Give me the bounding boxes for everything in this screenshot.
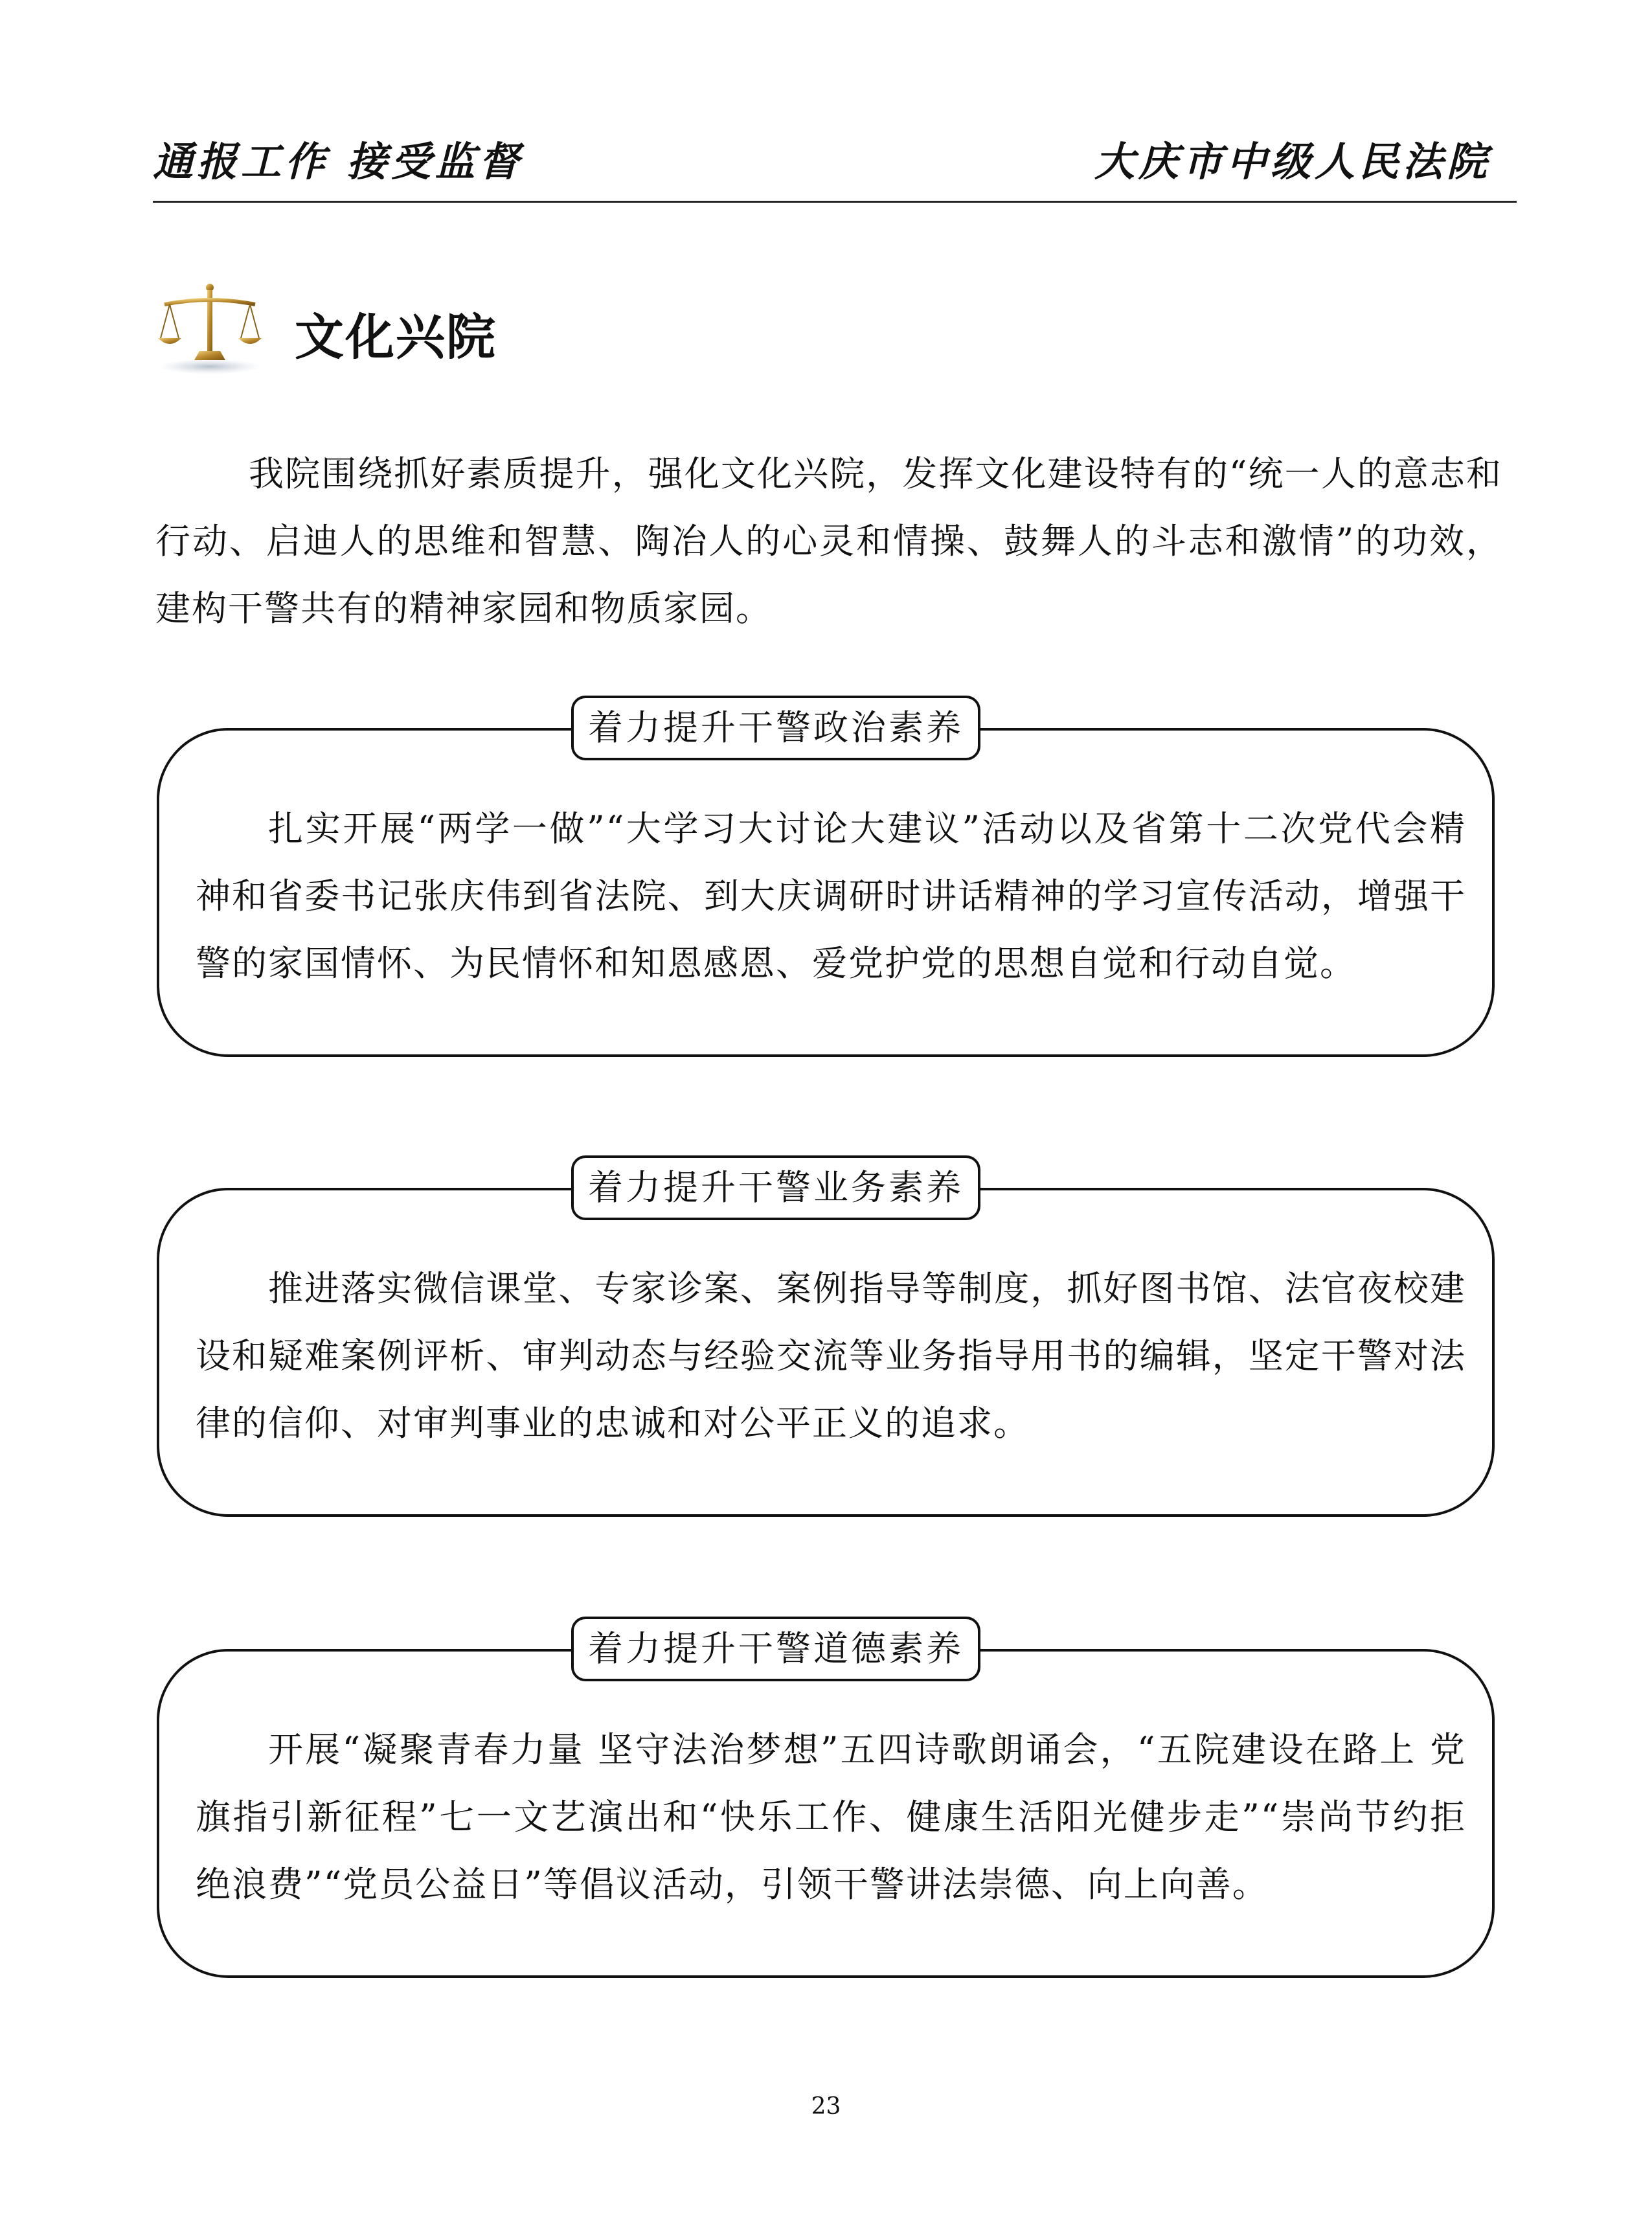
box-title: 着力提升干警业务素养 <box>571 1155 980 1220</box>
page-header <box>153 123 1517 194</box>
professional-quality-box <box>157 1167 1495 1517</box>
section-title: 文化兴院 <box>295 308 497 366</box>
section-heading <box>155 278 1062 382</box>
box-text: 推进落实微信课堂、专家诊案、案例指导等制度，抓好图书馆、法官夜校建设和疑难案例评析、审判动态与经验交流等业务指导用书的编辑，坚定干警对法律的信仰、对审判事业的忠诚和对公平正义的追求。 <box>196 1268 1466 1444</box>
header-court-name: 大庆市中级人民法院 <box>1094 138 1491 185</box>
page-number: 23 <box>811 2093 841 2120</box>
box-title: 着力提升干警道德素养 <box>571 1617 980 1681</box>
political-quality-box <box>157 707 1495 1057</box>
header-slogan: 通报工作 接受监督 <box>153 138 523 185</box>
header-divider <box>153 201 1517 203</box>
moral-quality-box <box>157 1628 1495 1978</box>
box-text: 扎实开展“两学一做”“大学习大讨论大建议”活动以及省第十二次党代会精神和省委书记张庆伟到省法院、到大庆调研时讲话精神的学习宣传活动，增强干警的家国情怀、为民情怀和知恩感恩、爱党护党的思想自觉和行动自觉。 <box>196 808 1466 984</box>
scales-of-justice-icon <box>155 278 264 376</box>
box-title: 着力提升干警政治素养 <box>571 696 980 760</box>
intro-paragraph: 我院围绕抓好素质提升，强化文化兴院，发挥文化建设特有的“统一人的意志和行动、启迪人的思维和智慧、陶冶人的心灵和情操、鼓舞人的斗志和激情”的功效，建构干警共有的精神家园和物质家园。 <box>155 453 1502 629</box>
box-text: 开展“凝聚青春力量 坚守法治梦想”五四诗歌朗诵会，“五院建设在路上 党旗指引新征程”七一文艺演出和“快乐工作、健康生活阳光健步走”“崇尚节约拒绝浪费”“党员公益日”等倡议活动，引领干警讲法崇德、向上向善。 <box>196 1729 1466 1905</box>
